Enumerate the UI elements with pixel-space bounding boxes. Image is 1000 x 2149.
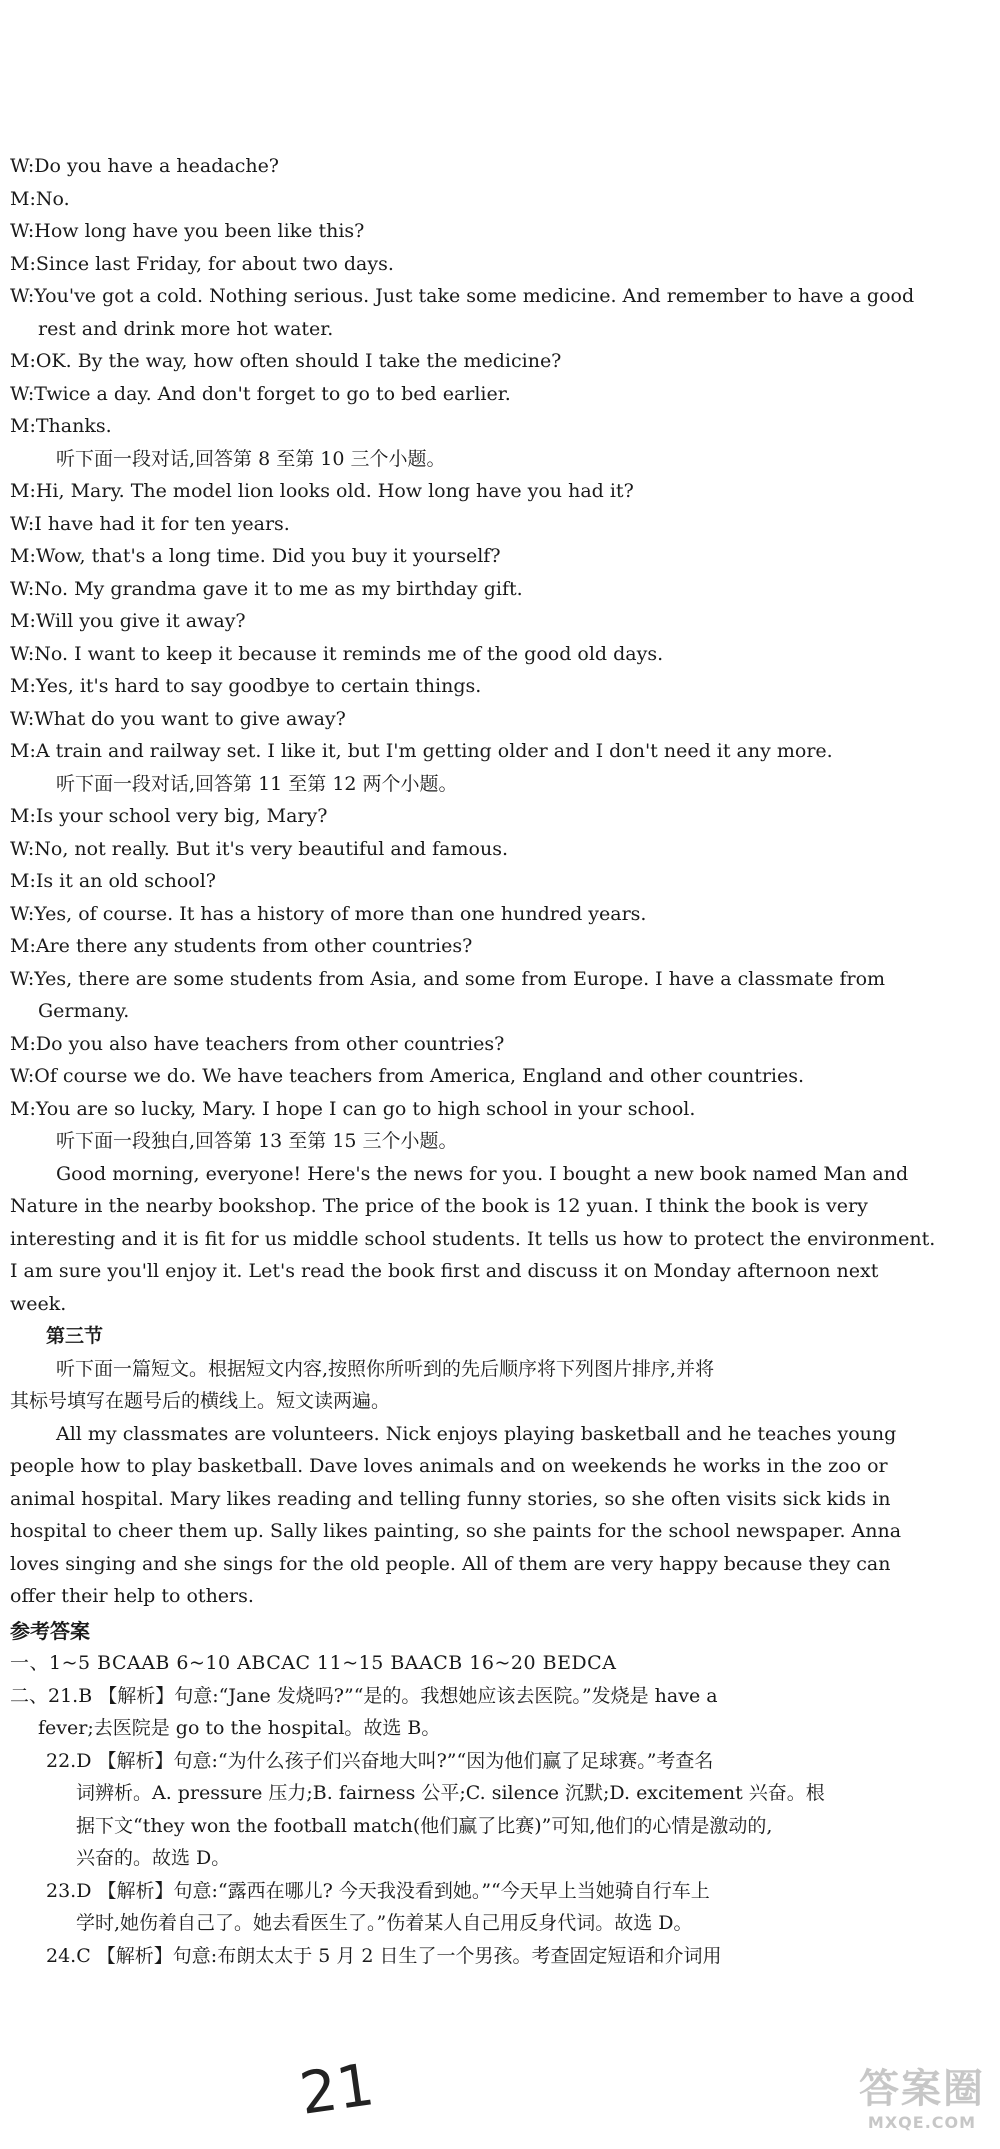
section-instruction: 听下面一段对话,回答第 11 至第 12 两个小题。 <box>56 772 458 795</box>
section-instruction: 听下面一段独白,回答第 13 至第 15 三个小题。 <box>56 1130 458 1152</box>
passage-line: loves singing and she sings for the old people. All of them are very happy because they can <box>10 1552 891 1575</box>
dialog-line: M:Since last Friday, for about two days. <box>10 252 394 275</box>
dialog-line: W:Of course we do. We have teachers from America, England and other countries. <box>10 1065 805 1087</box>
dialog-line-continued: rest and drink more hot water. <box>38 317 334 340</box>
dialog-line: M:Hi, Mary. The model lion looks old. How long have you had it? <box>10 480 634 502</box>
explanation-line: 词辨析。A. pressure 压力;B. fairness 公平;C. silence 沉默;D. excitement 兴奋。根 <box>76 1782 825 1804</box>
passage-line: offer their help to others. <box>10 1585 254 1607</box>
passage-line: people how to play basketball. Dave loves animals and on weekends he works in the zoo or <box>10 1455 888 1477</box>
explanation-line: 兴奋的。故选 D。 <box>76 1847 231 1869</box>
section-heading: 第三节 <box>46 1325 104 1347</box>
dialog-line: W:No, not really. But it's very beautiful and famous. <box>10 837 508 860</box>
answer-key-heading: 参考答案 <box>10 1618 90 1643</box>
dialog-line: W:Yes, there are some students from Asia, and some from Europe. I have a classmate from <box>10 967 886 990</box>
passage-line: All my classmates are volunteers. Nick enjoys playing basketball and he teaches young <box>56 1422 897 1445</box>
dialog-line: M:Will you give it away? <box>10 610 246 632</box>
monologue-line: interesting and it is fit for us middle school students. It tells us how to protect the environment. <box>10 1227 936 1250</box>
dialog-line: M:Wow, that's a long time. Did you buy it yourself? <box>10 545 501 567</box>
dialog-line: M:Are there any students from other countries? <box>10 935 473 957</box>
explanation-line: 据下文“they won the football match(他们赢了比赛)”可知,他们的心情是激动的, <box>76 1814 773 1837</box>
explanation-line: fever;去医院是 go to the hospital。故选 B。 <box>38 1717 441 1739</box>
dialog-line: W:No. My grandma gave it to me as my birthday gift. <box>10 577 523 600</box>
watermark-logo <box>852 2065 992 2143</box>
monologue-line: week. <box>10 1292 67 1315</box>
explanation-line: 24.C 【解析】句意:布朗太太于 5 月 2 日生了一个男孩。考查固定短语和介词用 <box>46 1944 722 1967</box>
monologue-line: Nature in the nearby bookshop. The price of the book is 12 yuan. I think the book is very <box>10 1195 868 1217</box>
dialog-line: W:I have had it for ten years. <box>10 512 290 535</box>
explanation-line: 23.D 【解析】句意:“露西在哪儿? 今天我没看到她。”“今天早上当她骑自行车上 <box>46 1879 710 1902</box>
explanation-line: 学时,她伤着自己了。她去看医生了。”伤着某人自己用反身代词。故选 D。 <box>76 1912 693 1934</box>
section-instruction: 听下面一段对话,回答第 8 至第 10 三个小题。 <box>56 447 446 470</box>
handwritten-page-number: 21 <box>295 2050 379 2128</box>
dialog-line: M:A train and railway set. I like it, but I'm getting older and I don't need it any more. <box>10 740 833 762</box>
passage-line: animal hospital. Mary likes reading and telling funny stories, so she often visits sick kids in <box>10 1487 891 1510</box>
dialog-line-continued: Germany. <box>38 1000 130 1022</box>
section-instruction: 听下面一篇短文。根据短文内容,按照你所听到的先后顺序将下列图片排序,并将 <box>56 1357 715 1380</box>
dialog-line: W:What do you want to give away? <box>10 707 346 730</box>
dialog-line: M:Thanks. <box>10 415 112 437</box>
text-body <box>10 150 936 1972</box>
answer-row: 一、1~5 BCAAB 6~10 ABCAC 11~15 BAACB 16~20 BEDCA <box>10 1652 617 1674</box>
dialog-line: M:You are so lucky, Mary. I hope I can go to high school in your school. <box>10 1097 696 1120</box>
dialog-line: W:Do you have a headache? <box>10 155 279 177</box>
monologue-line: I am sure you'll enjoy it. Let's read the book first and discuss it on Monday afternoon next <box>10 1260 879 1282</box>
watermark-url: MXQE.COM <box>867 2113 977 2132</box>
dialog-line: M:Yes, it's hard to say goodbye to certain things. <box>10 675 482 697</box>
dialog-line: W:You've got a cold. Nothing serious. Just take some medicine. And remember to have a good <box>10 285 915 307</box>
dialog-line: W:Yes, of course. It has a history of more than one hundred years. <box>10 902 647 925</box>
dialog-line: M:OK. By the way, how often should I take the medicine? <box>10 350 562 372</box>
section-instruction: 其标号填写在题号后的横线上。短文读两遍。 <box>10 1390 391 1412</box>
explanation-line: 22.D 【解析】句意:“为什么孩子们兴奋地大叫?”“因为他们赢了足球赛。”考查名 <box>46 1749 714 1772</box>
passage-line: hospital to cheer them up. Sally likes painting, so she paints for the school newspaper. Anna <box>10 1520 902 1542</box>
dialog-line: M:Is it an old school? <box>10 870 216 892</box>
dialog-line: W:How long have you been like this? <box>10 220 365 242</box>
dialog-line: M:No. <box>10 187 70 210</box>
monologue-line: Good morning, everyone! Here's the news for you. I bought a new book named Man and <box>56 1162 909 1185</box>
dialog-line: W:No. I want to keep it because it reminds me of the good old days. <box>10 642 664 665</box>
explanation-line: 二、21.B 【解析】句意:“Jane 发烧吗?”“是的。我想她应该去医院。”发烧是 have a <box>10 1684 718 1707</box>
watermark-mark: 答案圈 <box>859 2066 985 2112</box>
dialog-line: M:Is your school very big, Mary? <box>10 805 328 827</box>
dialog-line: M:Do you also have teachers from other countries? <box>10 1032 505 1055</box>
dialog-line: W:Twice a day. And don't forget to go to bed earlier. <box>10 382 511 405</box>
